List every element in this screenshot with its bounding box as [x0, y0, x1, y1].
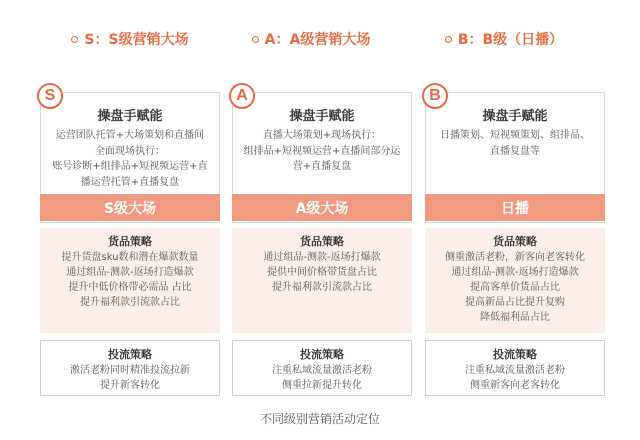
goods-strategy-item: 提升福利款引流款占比 — [272, 282, 372, 293]
goods-strategy-item: 提高客单价货品占比 — [470, 282, 560, 293]
goods-strategy-item: 降低福利品占比 — [480, 312, 550, 323]
description-line: 全面现场执行： — [95, 145, 165, 157]
goods-strategy-title: 货品策略 — [300, 235, 344, 248]
description-line: 直播复盘等 — [490, 145, 540, 157]
description-line: 账号诊断+组排品+短视频运营+直 — [52, 161, 208, 172]
traffic-strategy-item: 注重私域流量激活老粉 — [465, 365, 565, 376]
operator-card-title: 操盘手赋能 — [97, 109, 163, 124]
level-badge-icon: A — [229, 83, 255, 109]
circle-bullet-icon — [445, 36, 452, 43]
description-line: 日播策划、短视频策划、组排品、 — [440, 130, 590, 141]
goods-strategy-item: 通过组品-测款-返场打爆款 — [263, 252, 381, 263]
goods-strategy-card — [425, 228, 605, 333]
traffic-strategy-card — [425, 340, 605, 396]
circle-bullet-icon — [71, 36, 78, 43]
traffic-strategy-item: 侧重拉新提升转化 — [282, 380, 362, 391]
operator-card-description — [239, 128, 405, 175]
goods-strategy-card — [232, 228, 412, 333]
goods-strategy-item: 通过组品-测款-返场打造爆款 — [451, 267, 579, 278]
traffic-strategy-item: 提升新客转化 — [100, 380, 160, 391]
goods-strategy-item: 提升货盘sku数和潜在爆款数量 — [61, 252, 199, 263]
goods-strategy-item: 提供中间价格带货盘占比 — [267, 267, 377, 278]
traffic-strategy-list — [430, 363, 600, 393]
level-band: S级大场 — [40, 194, 220, 221]
column-header-text: A：A级营销大场 — [264, 32, 371, 48]
traffic-strategy-card — [40, 340, 220, 396]
goods-strategy-item: 提升福利款引流款占比 — [80, 297, 180, 308]
traffic-strategy-item: 注重私域流量激活老粉 — [272, 365, 372, 376]
goods-strategy-list — [44, 250, 216, 310]
goods-strategy-card — [40, 228, 220, 333]
column-header-s — [30, 28, 230, 50]
level-band: A级大场 — [232, 194, 412, 221]
traffic-strategy-title: 投流策略 — [108, 348, 152, 361]
column-header-b — [404, 28, 604, 50]
operator-card-description — [47, 128, 213, 190]
column-header-text: S：S级营销大场 — [84, 32, 189, 48]
description-line: 播运营托管+直播复盘 — [80, 176, 180, 188]
level-badge-icon: B — [422, 83, 448, 109]
level-badge-icon: S — [37, 83, 63, 109]
column-header-a — [211, 28, 411, 50]
operator-card-title: 操盘手赋能 — [289, 109, 355, 124]
circle-bullet-icon — [252, 36, 259, 43]
traffic-strategy-title: 投流策略 — [300, 348, 344, 361]
traffic-strategy-list — [45, 363, 215, 393]
goods-strategy-item: 提升中低价格带必需品 占比 — [68, 282, 192, 293]
goods-strategy-item: 侧重激活老粉，新客向老客转化 — [445, 252, 585, 263]
goods-strategy-list — [429, 250, 601, 325]
traffic-strategy-title: 投流策略 — [493, 348, 537, 361]
description-line: 直播大场策划+现场执行： — [262, 130, 382, 141]
goods-strategy-item: 通过组品-测款-返场打造爆款 — [66, 267, 194, 278]
column-header-text: B：B级（日播） — [457, 32, 564, 48]
goods-strategy-list — [236, 250, 408, 295]
traffic-strategy-card — [232, 340, 412, 396]
traffic-strategy-list — [237, 363, 407, 393]
figure-caption: 不同级别营销活动定位 — [259, 412, 380, 426]
goods-strategy-item: 提高新品占比提升复购 — [465, 297, 565, 308]
traffic-strategy-item: 激活老粉同时精准投流拉新 — [70, 365, 190, 376]
level-band: 日播 — [425, 194, 605, 221]
operator-card-title: 操盘手赋能 — [482, 109, 548, 124]
traffic-strategy-item: 侧重新客向老客转化 — [470, 380, 560, 391]
goods-strategy-title: 货品策略 — [108, 235, 152, 248]
description-line: 运营团队托管+大场策划和直播间 — [55, 130, 205, 141]
description-line: 营+直播复盘 — [292, 161, 352, 172]
goods-strategy-title: 货品策略 — [493, 235, 537, 248]
operator-card-description — [432, 128, 598, 159]
description-line: 组排品+短视频运营+直播间部分运 — [243, 145, 401, 157]
